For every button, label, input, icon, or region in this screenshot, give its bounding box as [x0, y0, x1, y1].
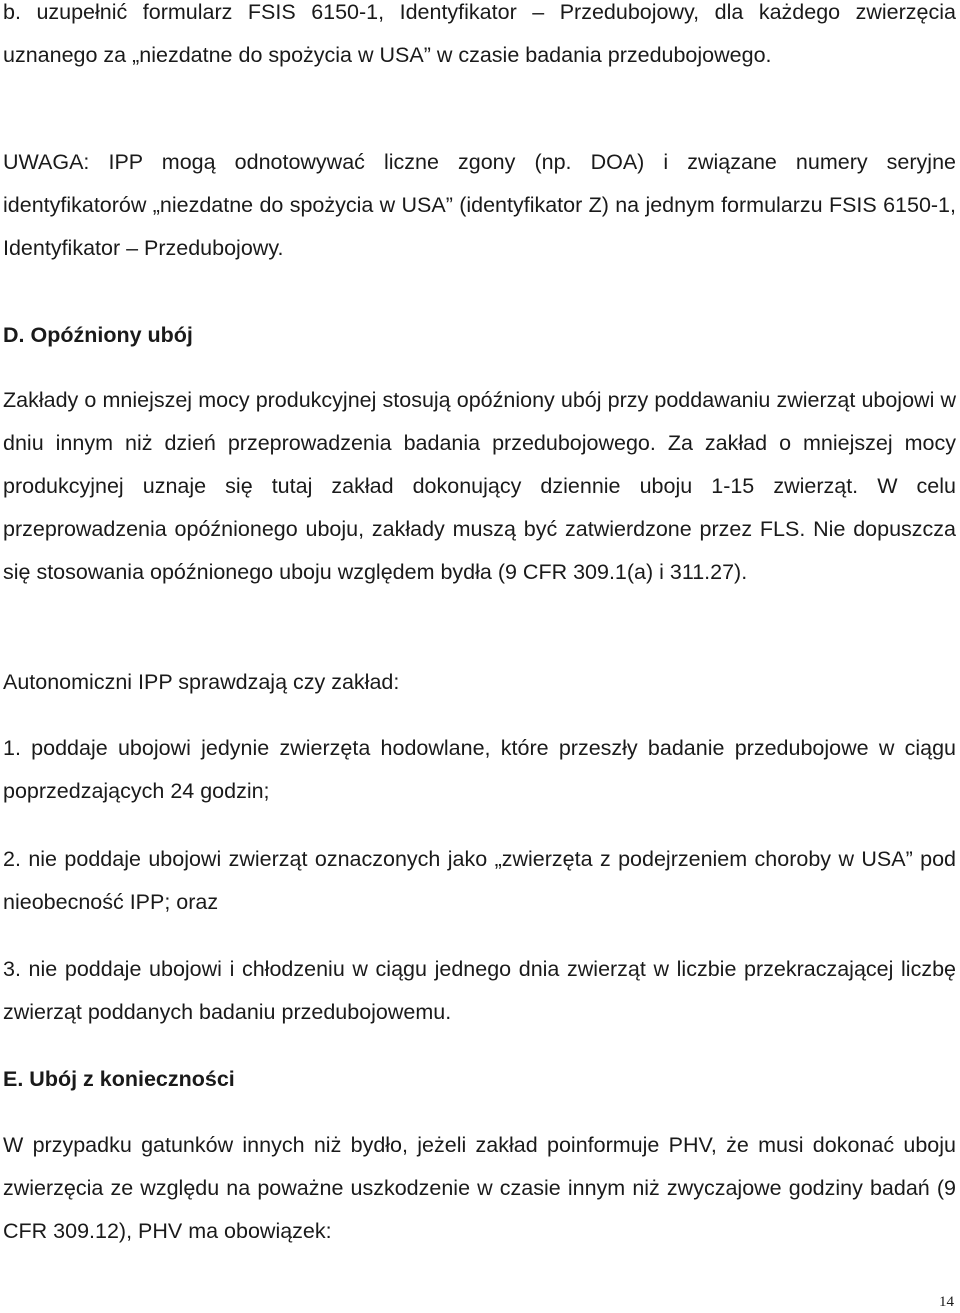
note-label: UWAGA: [3, 150, 90, 174]
page-number: 14 [939, 1294, 954, 1310]
note-paragraph [3, 141, 956, 270]
section-d-heading: D. Opóźniony ubój [3, 323, 193, 347]
list-item-1: 1. poddaje ubojowi jedynie zwierzęta hodowlane, które przeszły badanie przedubojowe w ciągu poprzedzających 24 godzin; [3, 736, 956, 803]
section-d-paragraph: Zakłady o mniejszej mocy produkcyjnej stosują opóźniony ubój przy poddawaniu zwierząt ubojowi w dniu innym niż dzień przeprowadzenia badania przedubojowego. Za zakład o mniejszej mocy produkcyjnej uznaje się tutaj zakład dokonujący dziennie uboju 1-15 zwierząt. W celu przeprowadzenia opóźnionego uboju, zakłady muszą być zatwierdzone przez FLS. Nie dopuszcza się stosowania opóźnionego uboju względem bydła (9 CFR 309.1(a) i 311.27). [3, 388, 956, 584]
list-item-3: 3. nie poddaje ubojowi i chłodzeniu w ciągu jednego dnia zwierząt w liczbie przekraczającej liczbę zwierząt poddanych badaniu przedubojowemu. [3, 957, 956, 1024]
section-d-intro: Autonomiczni IPP sprawdzają czy zakład: [3, 670, 400, 694]
section-e-heading: E. Ubój z konieczności [3, 1067, 235, 1091]
section-e-paragraph: W przypadku gatunków innych niż bydło, jeżeli zakład poinformuje PHV, że musi dokonać uboju zwierzęcia ze względu na poważne uszkodzenie w czasie innym niż zwyczajowe godziny badań (9 CFR 309.12), PHV ma obowiązek: [3, 1133, 956, 1243]
note-text: IPP mogą odnotowywać liczne zgony (np. DOA) i związane numery seryjne identyfikatorów „niezdatne do spożycia w USA” (identyfikator Z) na jednym formularzu FSIS 6150-1, Identyfikator – Przedubojowy. [3, 150, 956, 260]
item-b-paragraph: b. uzupełnić formularz FSIS 6150-1, Identyfikator – Przedubojowy, dla każdego zwierzęcia uznanego za „niezdatne do spożycia w USA” w czasie badania przedubojowego. [3, 0, 956, 67]
list-item-2: 2. nie poddaje ubojowi zwierząt oznaczonych jako „zwierzęta z podejrzeniem choroby w USA” pod nieobecność IPP; oraz [3, 847, 956, 914]
